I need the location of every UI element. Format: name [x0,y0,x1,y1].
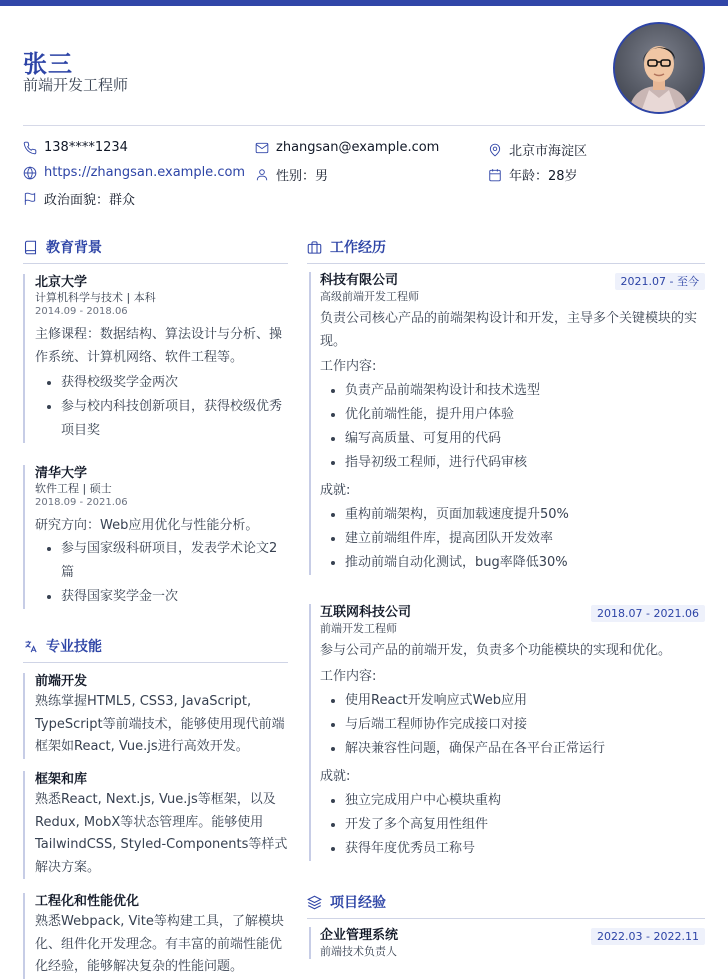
location-value: 北京市海淀区 [509,144,588,159]
book-icon [23,240,38,255]
list-item: • 建立前端组件库，提高团队开发效率 [345,527,705,551]
education-desc: 研究方向：Web应用优化与性能分析。 [35,518,259,533]
email-value: zhangsan@example.com [276,140,440,155]
contact-politics [23,189,135,208]
phone-icon [23,141,37,155]
section-work-divider [307,263,705,264]
section-skills-divider [23,662,288,663]
education-entry-2 [23,465,287,609]
skill-text: 熟练掌握HTML5, CSS3, JavaScript, TypeScript等前端技术，能够使用现代前端框架如React, Vue.js进行高效开发。 [35,694,285,754]
translate-icon [23,639,38,654]
website-link[interactable]: https://zhangsan.example.com [44,165,246,180]
project-role: 前端技术负责人 [320,945,397,958]
skill-title: 框架和库 [35,772,88,787]
work-role: 前端开发工程师 [320,622,397,635]
project-name: 企业管理系统 [320,928,399,943]
work-duties-label: 工作内容: [320,668,377,684]
section-projects-title: 项目经验 [330,895,386,911]
education-date: 2018.09 - 2021.06 [35,497,128,508]
contact-phone [23,140,128,155]
work-desc: 负责公司核心产品的前端架构设计和开发，主导多个关键模块的实现。 [320,311,698,349]
top-accent-bar [0,0,728,6]
section-projects-heading [307,892,386,912]
project-entry-1 [309,927,705,959]
work-company: 科技有限公司 [320,273,399,288]
skill-title: 前端开发 [35,674,88,689]
work-entry-2 [309,604,705,861]
work-role: 高级前端开发工程师 [320,290,419,303]
list-item: • 参与校内科技创新项目，获得校级优秀项目奖 [61,395,287,443]
work-achievements-label: 成就: [320,483,351,498]
avatar [613,22,705,114]
work-achievements-list [320,789,705,861]
education-major: 软件工程 | 硕士 [35,482,112,495]
education-major: 计算机科学与技术 | 本科 [35,291,156,304]
section-education-title: 教育背景 [46,240,102,256]
list-item: • 获得校级奖学金两次 [61,371,287,395]
date-badge: 2021.07 - 至今 [615,273,705,290]
work-duties-label: 工作内容: [320,359,377,374]
map-pin-icon [488,143,502,157]
skill-block-1 [23,673,288,759]
contact-email [255,140,439,155]
list-item: • 参与国家级科研项目，发表学术论文2篇 [61,537,287,585]
work-entry-1 [309,272,705,575]
header-divider [23,125,705,126]
work-duties-list [320,379,705,475]
skill-block-3 [23,893,288,979]
gender-value: 性别：男 [276,169,329,184]
education-desc: 主修课程：数据结构、算法设计与分析、操作系统、计算机网络、软件工程等。 [35,327,283,365]
age-value: 年龄：28岁 [509,169,578,184]
politics-value: 政治面貌：群众 [44,193,136,208]
list-item: • 指导初级工程师，进行代码审核 [345,451,705,475]
list-item: • 与后端工程师协作完成接口对接 [345,713,705,737]
list-item: • 重构前端架构，页面加载速度提升50% [345,503,705,527]
list-item: • 独立完成用户中心模块重构 [345,789,705,813]
contact-location [488,140,587,159]
layers-icon [307,895,322,910]
phone-value: 138****1234 [44,140,128,155]
skill-block-2 [23,771,288,879]
user-icon [255,168,269,182]
education-school: 北京大学 [35,275,88,290]
candidate-name: 张三 [23,50,73,78]
work-desc: 参与公司产品的前端开发，负责多个功能模块的实现和优化。 [320,643,672,658]
work-achievements-label: 成就: [320,768,351,784]
list-item: • 获得国家奖学金一次 [61,585,287,609]
list-item: • 开发了多个高复用性组件 [345,813,705,837]
work-achievements-list [320,503,705,575]
list-item: • 使用React开发响应式Web应用 [345,689,705,713]
profile-photo [615,24,703,112]
list-item: • 负责产品前端架构设计和技术选型 [345,379,705,403]
section-work-title: 工作经历 [330,240,386,256]
skill-text: 熟悉Webpack, Vite等构建工具，了解模块化、组件化开发理念。有丰富的前端性能优化经验，能够解决复杂的性能问题。 [35,914,284,974]
work-company: 互联网科技公司 [320,605,412,620]
section-education-heading [23,237,102,257]
contact-gender [255,165,328,184]
list-item: • 编写高质量、可复用的代码 [345,427,705,451]
contact-age [488,165,578,184]
education-bullets [35,537,287,609]
section-work-heading [307,237,386,257]
education-school: 清华大学 [35,466,88,481]
mail-icon [255,141,269,155]
list-item: • 推动前端自动化测试，bug率降低30% [345,551,705,575]
skill-text: 熟悉React, Next.js, Vue.js等框架，以及Redux, MobX等状态管理库。能够使用TailwindCSS, Styled-Components等样式解决方案。 [35,792,288,875]
date-badge: 2018.07 - 2021.06 [591,605,705,622]
date-badge: 2022.03 - 2022.11 [591,928,705,945]
flag-icon [23,192,37,206]
globe-icon [23,166,37,180]
education-entry-1 [23,274,287,443]
section-education-divider [23,263,288,264]
contact-website [23,165,245,180]
section-skills-title: 专业技能 [46,639,102,655]
work-duties-list [320,689,705,761]
skill-title: 工程化和性能优化 [35,894,140,909]
candidate-title: 前端开发工程师 [23,76,129,94]
calendar-icon [488,168,502,182]
list-item: • 优化前端性能，提升用户体验 [345,403,705,427]
education-bullets [35,371,287,443]
briefcase-icon [307,240,322,255]
section-projects-divider [307,918,705,919]
section-skills-heading [23,636,102,656]
list-item: • 解决兼容性问题，确保产品在各平台正常运行 [345,737,705,761]
list-item: • 获得年度优秀员工称号 [345,837,705,861]
education-date: 2014.09 - 2018.06 [35,306,128,317]
